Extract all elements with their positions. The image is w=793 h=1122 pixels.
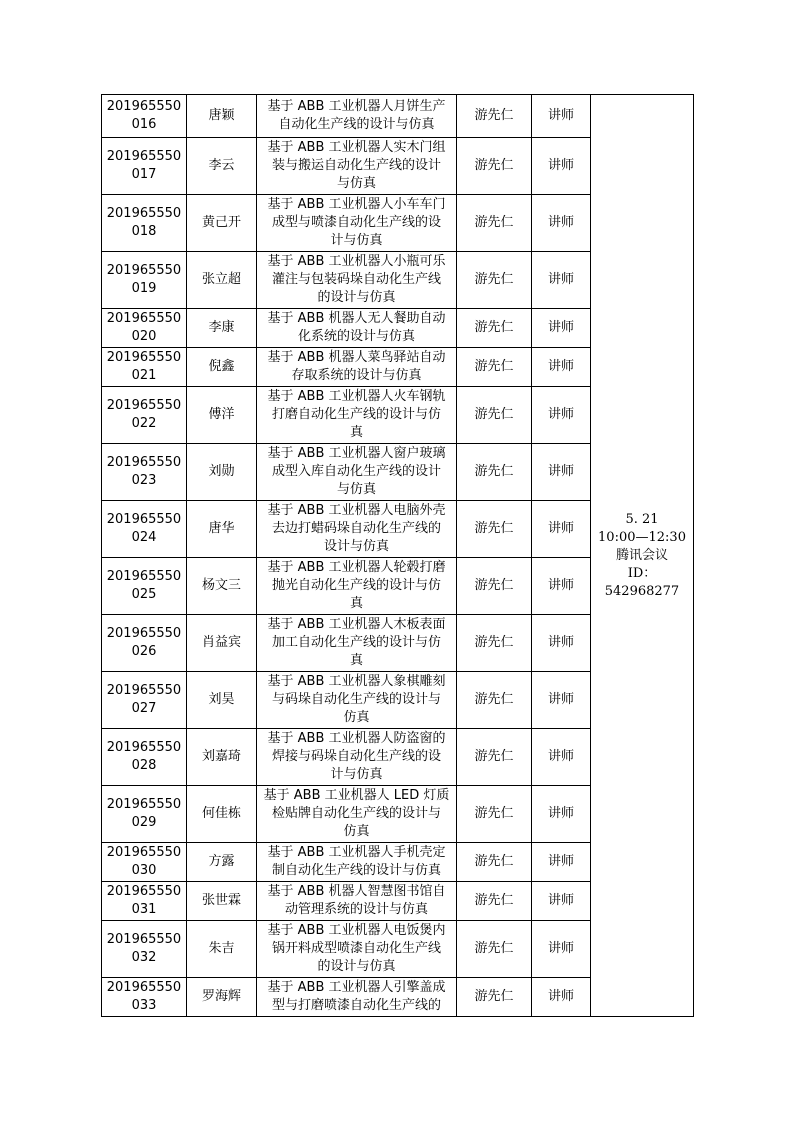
- advisor-cell: 游先仁: [457, 843, 532, 882]
- student-id-cell: 201965550 026: [102, 615, 187, 672]
- thesis-title-text: 基于 ABB 工业机器人 LED 灯质 检贴牌自动化生产线的设计与 仿真: [263, 788, 450, 839]
- student-name-cell: 傅洋: [187, 387, 257, 444]
- advisor-rank-cell: 讲师: [532, 501, 591, 558]
- student-name-cell: 唐华: [187, 501, 257, 558]
- thesis-title-cell: [257, 309, 457, 348]
- student-id-cell: 201965550 032: [102, 921, 187, 978]
- thesis-title-cell: [257, 672, 457, 729]
- schedule-time: 10:00—12:30: [598, 529, 686, 545]
- advisor-cell: 游先仁: [457, 348, 532, 387]
- student-id-cell: 201965550 016: [102, 95, 187, 138]
- advisor-cell: 游先仁: [457, 387, 532, 444]
- advisor-rank-cell: 讲师: [532, 252, 591, 309]
- student-name-cell: 唐颖: [187, 95, 257, 138]
- thesis-title-cell: [257, 195, 457, 252]
- student-id-cell: 201965550 018: [102, 195, 187, 252]
- advisor-rank-cell: 讲师: [532, 444, 591, 501]
- thesis-title-cell: [257, 95, 457, 138]
- student-name-cell: 罗海辉: [187, 978, 257, 1017]
- advisor-rank-cell: 讲师: [532, 786, 591, 843]
- schedule-meeting: 腾讯会议: [615, 547, 668, 563]
- thesis-title-cell: [257, 252, 457, 309]
- student-name-cell: 刘昊: [187, 672, 257, 729]
- thesis-title-text: 基于 ABB 工业机器人象棋雕刻 与码垛自动化生产线的设计与 仿真: [267, 674, 446, 725]
- advisor-cell: 游先仁: [457, 615, 532, 672]
- advisor-cell: 游先仁: [457, 786, 532, 843]
- student-name-cell: 刘勋: [187, 444, 257, 501]
- student-id-cell: 201965550 030: [102, 843, 187, 882]
- advisor-cell: 游先仁: [457, 444, 532, 501]
- student-name-cell: 方露: [187, 843, 257, 882]
- thesis-title-text: 基于 ABB 工业机器人火车钢轨 打磨自动化生产线的设计与仿 真: [267, 389, 446, 440]
- table-row: [102, 95, 694, 138]
- thesis-title-cell: [257, 978, 457, 1017]
- advisor-cell: 游先仁: [457, 138, 532, 195]
- advisor-rank-cell: 讲师: [532, 95, 591, 138]
- advisor-rank-cell: 讲师: [532, 138, 591, 195]
- advisor-rank-cell: 讲师: [532, 348, 591, 387]
- thesis-title-cell: [257, 786, 457, 843]
- student-name-cell: 李康: [187, 309, 257, 348]
- advisor-cell: 游先仁: [457, 558, 532, 615]
- thesis-title-text: 基于 ABB 工业机器人窗户玻璃 成型入库自动化生产线的设计 与仿真: [267, 446, 446, 497]
- student-id-cell: 201965550 027: [102, 672, 187, 729]
- table-body: [102, 95, 694, 1017]
- thesis-title-text: 基于 ABB 机器人无人餐助自动 化系统的设计与仿真: [267, 311, 446, 344]
- student-id-cell: 201965550 017: [102, 138, 187, 195]
- student-id-cell: 201965550 023: [102, 444, 187, 501]
- thesis-title-cell: [257, 501, 457, 558]
- advisor-rank-cell: 讲师: [532, 921, 591, 978]
- student-id-cell: 201965550 028: [102, 729, 187, 786]
- advisor-cell: 游先仁: [457, 729, 532, 786]
- student-name-cell: 刘嘉琦: [187, 729, 257, 786]
- student-id-cell: 201965550 022: [102, 387, 187, 444]
- advisor-cell: 游先仁: [457, 978, 532, 1017]
- student-id-cell: 201965550 024: [102, 501, 187, 558]
- student-name-cell: 张立超: [187, 252, 257, 309]
- thesis-title-text: 基于 ABB 工业机器人引擎盖成 型与打磨喷漆自动化生产线的: [267, 980, 446, 1013]
- schedule-meeting-id: ID：542968277: [604, 565, 680, 599]
- advisor-rank-cell: 讲师: [532, 882, 591, 921]
- advisor-cell: 游先仁: [457, 95, 532, 138]
- student-name-cell: 倪鑫: [187, 348, 257, 387]
- student-id-cell: 201965550 033: [102, 978, 187, 1017]
- thesis-title-cell: [257, 882, 457, 921]
- advisor-cell: 游先仁: [457, 672, 532, 729]
- thesis-title-text: 基于 ABB 工业机器人手机壳定 制自动化生产线的设计与仿真: [267, 845, 446, 878]
- thesis-title-text: 基于 ABB 工业机器人轮毂打磨 抛光自动化生产线的设计与仿 真: [267, 560, 446, 611]
- advisor-rank-cell: 讲师: [532, 195, 591, 252]
- thesis-title-cell: [257, 843, 457, 882]
- defense-schedule-table: [101, 94, 694, 1017]
- thesis-title-cell: [257, 444, 457, 501]
- schedule-date: 5. 21: [625, 511, 659, 527]
- thesis-title-cell: [257, 348, 457, 387]
- advisor-rank-cell: 讲师: [532, 309, 591, 348]
- advisor-cell: 游先仁: [457, 882, 532, 921]
- thesis-title-text: 基于 ABB 工业机器人电饭煲内 锅开料成型喷漆自动化生产线 的设计与仿真: [267, 923, 446, 974]
- thesis-title-cell: [257, 558, 457, 615]
- advisor-rank-cell: 讲师: [532, 558, 591, 615]
- advisor-rank-cell: 讲师: [532, 978, 591, 1017]
- advisor-cell: 游先仁: [457, 195, 532, 252]
- thesis-title-cell: [257, 615, 457, 672]
- student-id-cell: 201965550 029: [102, 786, 187, 843]
- advisor-rank-cell: 讲师: [532, 843, 591, 882]
- student-name-cell: 李云: [187, 138, 257, 195]
- thesis-title-text: 基于 ABB 工业机器人小车车门 成型与喷漆自动化生产线的设 计与仿真: [267, 197, 446, 248]
- thesis-title-text: 基于 ABB 工业机器人实木门组 装与搬运自动化生产线的设计 与仿真: [267, 140, 446, 191]
- student-name-cell: 朱吉: [187, 921, 257, 978]
- student-id-cell: 201965550 019: [102, 252, 187, 309]
- advisor-rank-cell: 讲师: [532, 387, 591, 444]
- student-id-cell: 201965550 020: [102, 309, 187, 348]
- thesis-title-text: 基于 ABB 工业机器人防盗窗的 焊接与码垛自动化生产线的设 计与仿真: [267, 731, 446, 782]
- advisor-rank-cell: 讲师: [532, 729, 591, 786]
- student-id-cell: 201965550 021: [102, 348, 187, 387]
- thesis-title-text: 基于 ABB 工业机器人月饼生产 自动化生产线的设计与仿真: [267, 99, 446, 132]
- advisor-rank-cell: 讲师: [532, 615, 591, 672]
- student-id-cell: 201965550 025: [102, 558, 187, 615]
- advisor-rank-cell: 讲师: [532, 672, 591, 729]
- student-name-cell: 肖益宾: [187, 615, 257, 672]
- advisor-cell: 游先仁: [457, 252, 532, 309]
- student-name-cell: 杨文三: [187, 558, 257, 615]
- thesis-title-cell: [257, 138, 457, 195]
- advisor-cell: 游先仁: [457, 501, 532, 558]
- thesis-title-text: 基于 ABB 工业机器人小瓶可乐 灌注与包装码垛自动化生产线 的设计与仿真: [267, 254, 446, 305]
- thesis-title-text: 基于 ABB 工业机器人木板表面 加工自动化生产线的设计与仿 真: [267, 617, 446, 668]
- thesis-title-text: 基于 ABB 机器人智慧图书馆自 动管理系统的设计与仿真: [267, 884, 446, 917]
- thesis-title-cell: [257, 921, 457, 978]
- schedule-cell: [591, 95, 694, 1017]
- thesis-title-cell: [257, 387, 457, 444]
- thesis-title-text: 基于 ABB 机器人菜鸟驿站自动 存取系统的设计与仿真: [267, 350, 446, 383]
- thesis-title-text: 基于 ABB 工业机器人电脑外壳 去边打蜡码垛自动化生产线的 设计与仿真: [267, 503, 446, 554]
- thesis-title-cell: [257, 729, 457, 786]
- student-name-cell: 张世霖: [187, 882, 257, 921]
- advisor-cell: 游先仁: [457, 921, 532, 978]
- student-name-cell: 黄己开: [187, 195, 257, 252]
- student-name-cell: 何佳栋: [187, 786, 257, 843]
- student-id-cell: 201965550 031: [102, 882, 187, 921]
- advisor-cell: 游先仁: [457, 309, 532, 348]
